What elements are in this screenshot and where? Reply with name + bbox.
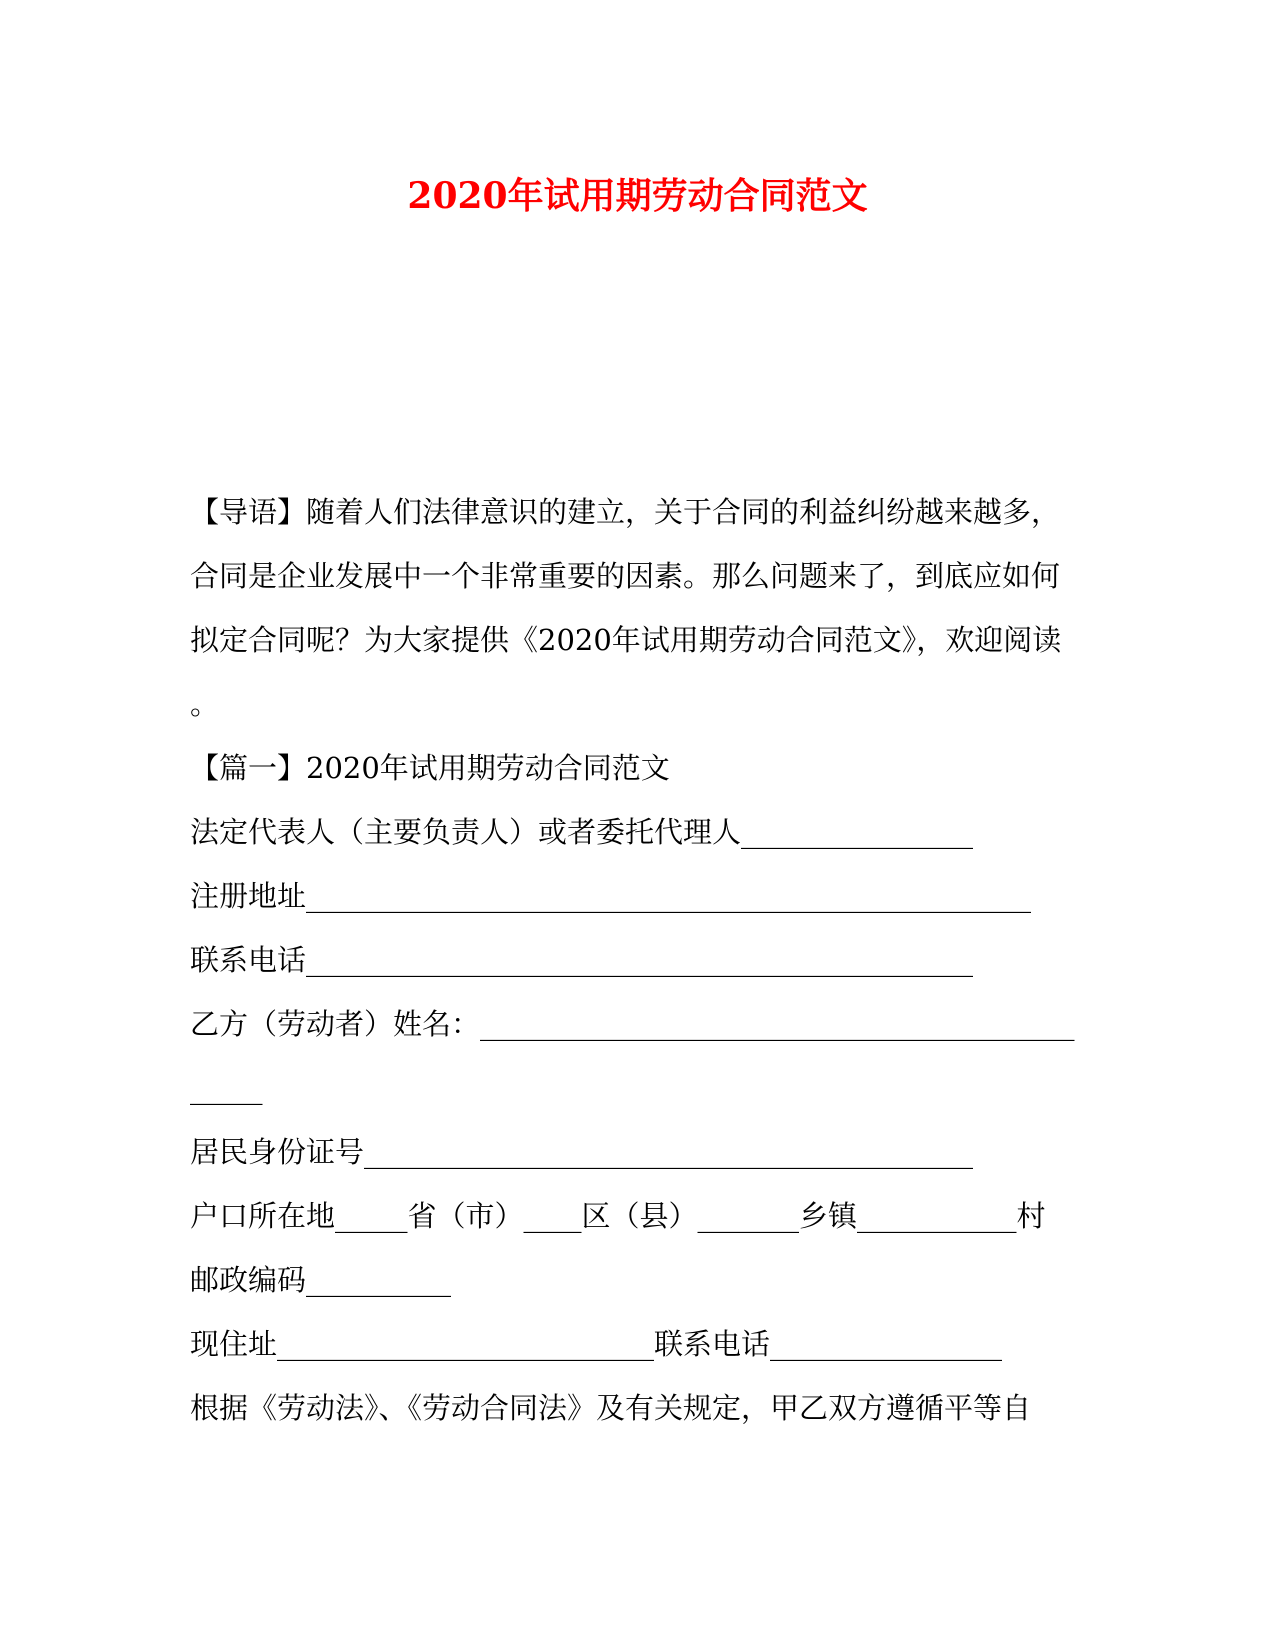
intro-line-2: 合同是企业发展中一个非常重要的因素。那么问题来了，到底应如何 xyxy=(190,559,1061,593)
id-number-field: 居民身份证号__________________________________________ xyxy=(190,1135,974,1169)
registered-address-field: 注册地址__________________________________________________ xyxy=(190,879,1032,913)
party-b-name-field: 乙方（劳动者）姓名：_________________________________________ xyxy=(190,1007,1075,1041)
section-heading: 【篇一】2020年试用期劳动合同范文 xyxy=(190,751,670,785)
legal-representative-field: 法定代表人（主要负责人）或者委托代理人________________ xyxy=(190,815,974,849)
intro-line-3: 拟定合同呢？为大家提供《2020年试用期劳动合同范文》，欢迎阅读 xyxy=(190,623,1062,657)
postal-code-field: 邮政编码__________ xyxy=(190,1263,452,1297)
current-address-field: 现住址__________________________联系电话________________ xyxy=(190,1327,1003,1361)
intro-line-1: 【导语】随着人们法律意识的建立，关于合同的利益纠纷越来越多， xyxy=(190,495,1061,529)
household-registration-field: 户口所在地_____省（市）____区（县）_______乡镇___________村 xyxy=(190,1199,1046,1233)
contract-basis-line: 根据《劳动法》、《劳动合同法》及有关规定，甲乙双方遵循平等自 xyxy=(190,1391,1032,1425)
document-body xyxy=(190,480,1090,1440)
party-b-name-field-continued: _____ xyxy=(190,1071,263,1105)
intro-line-4: 。 xyxy=(190,687,220,721)
document-title: 2020年试用期劳动合同范文 xyxy=(407,175,868,217)
contact-phone-field: 联系电话______________________________________________ xyxy=(190,943,974,977)
